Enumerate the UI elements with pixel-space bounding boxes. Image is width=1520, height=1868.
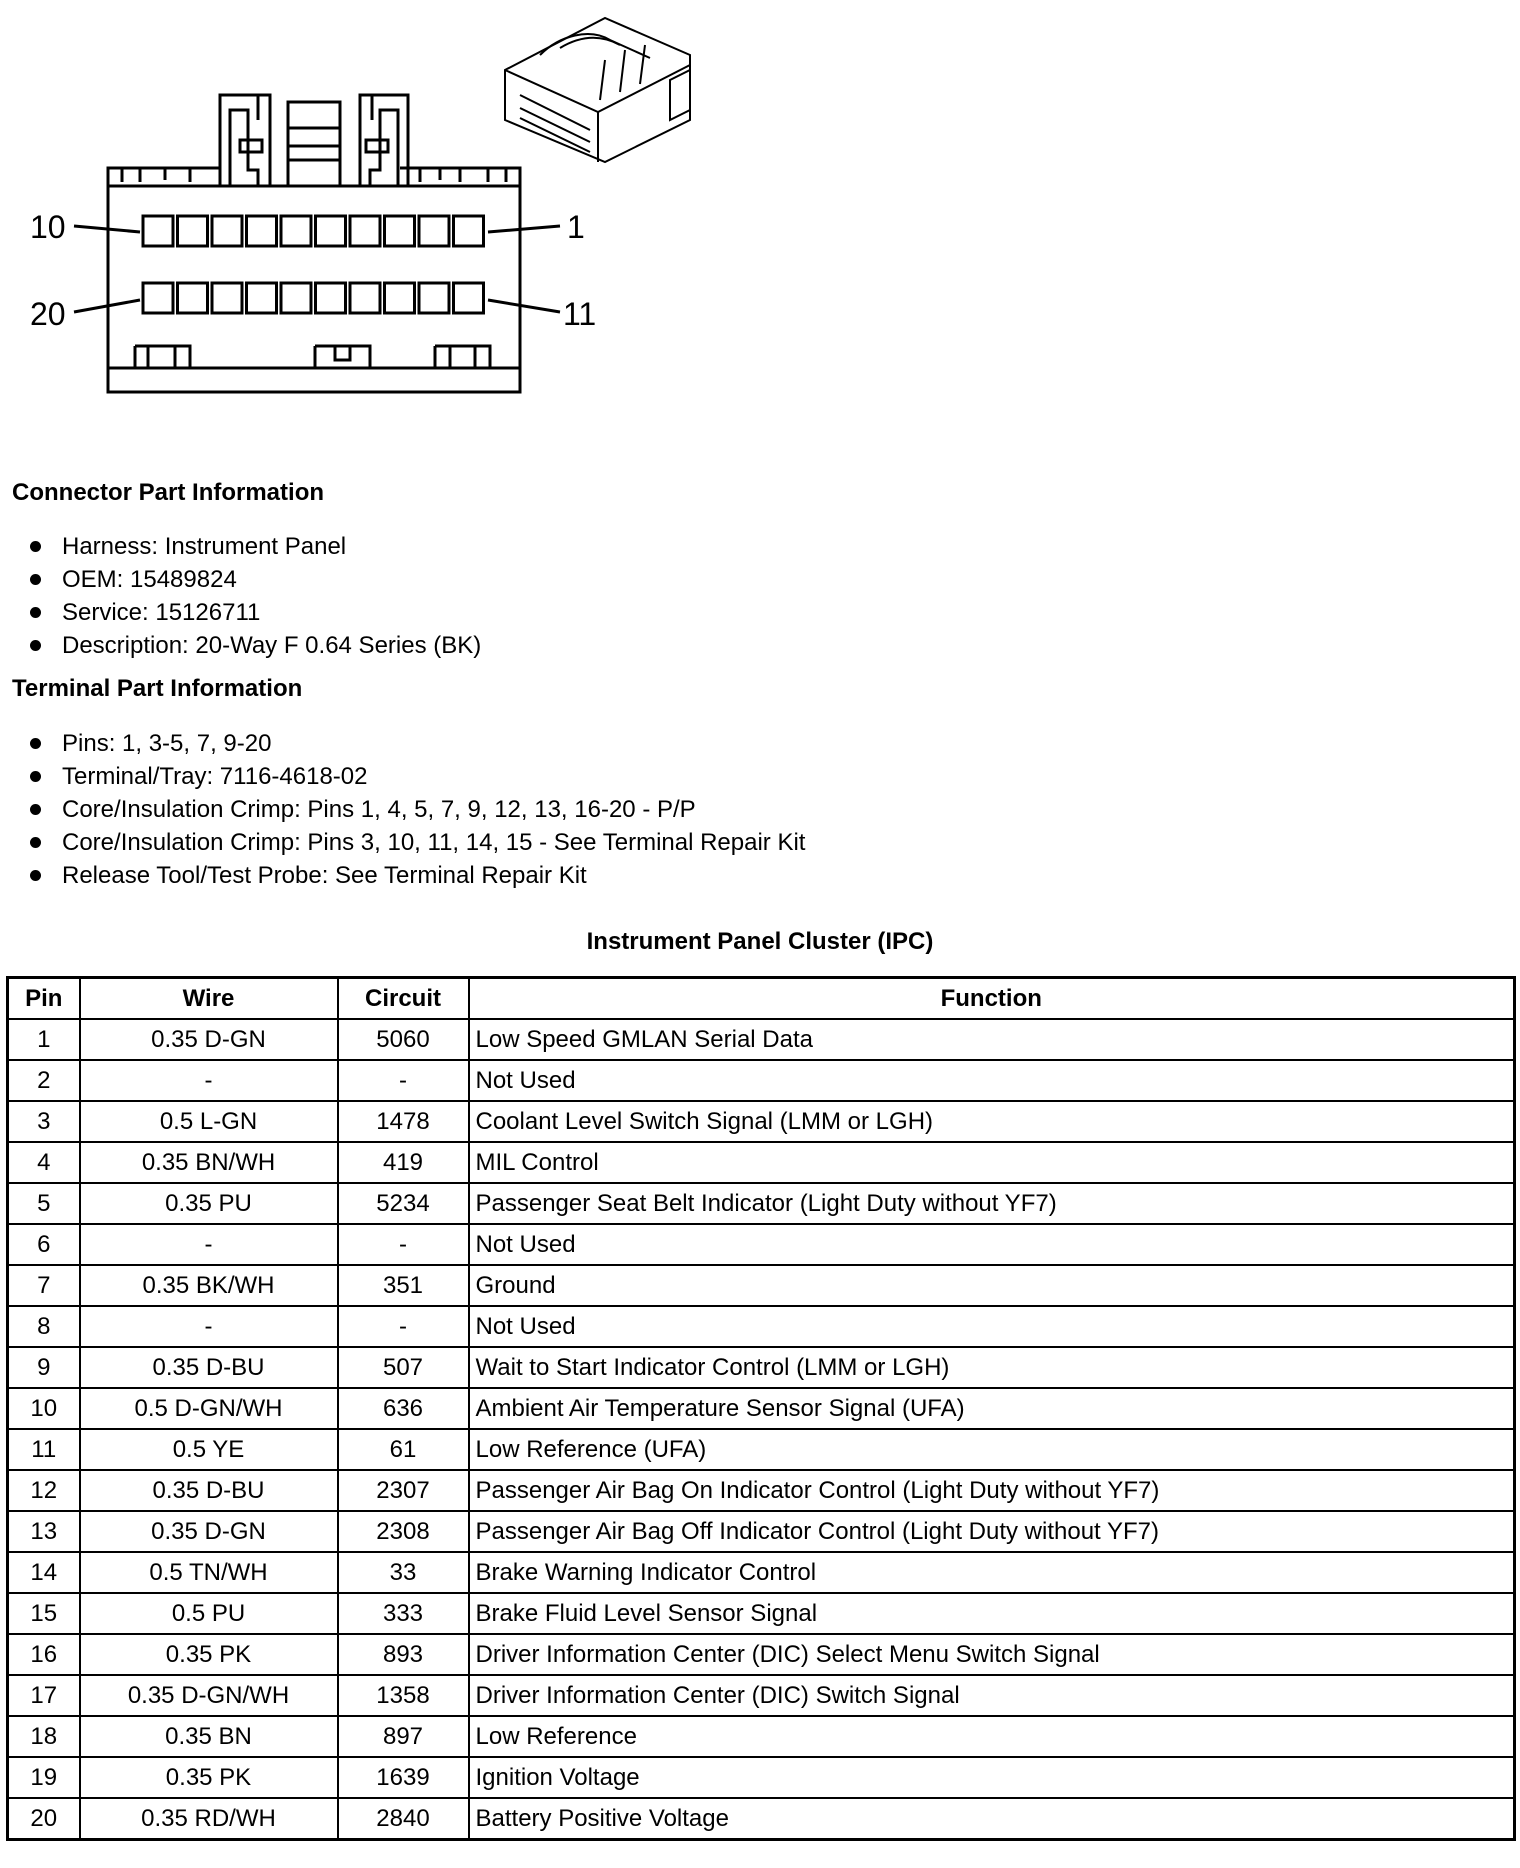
cell-wire: 0.5 L-GN [80, 1101, 338, 1142]
bullet-icon [30, 870, 41, 881]
cell-circuit: 5060 [338, 1019, 469, 1060]
cell-wire: 0.35 D-BU [80, 1470, 338, 1511]
table-row [8, 1552, 1515, 1593]
list-item: Release Tool/Test Probe: See Terminal Repair Kit [0, 859, 805, 892]
connector-top-rib-left [108, 168, 220, 186]
cell-circuit: 351 [338, 1265, 469, 1306]
cell-wire: 0.35 PK [80, 1757, 338, 1798]
pin-label-11: 11 [563, 296, 597, 332]
cell-circuit: 1478 [338, 1101, 469, 1142]
cell-function: Low Reference (UFA) [469, 1429, 1515, 1470]
cell-pin: 19 [8, 1757, 80, 1798]
table-row [8, 1060, 1515, 1101]
pin-cavity-bottom [212, 283, 242, 313]
table-row [8, 1019, 1515, 1060]
pin-cavity-top [178, 216, 208, 246]
cell-function: Brake Fluid Level Sensor Signal [469, 1593, 1515, 1634]
table-row [8, 1429, 1515, 1470]
list-item: Terminal/Tray: 7116-4618-02 [0, 760, 805, 793]
cell-wire: 0.5 D-GN/WH [80, 1388, 338, 1429]
cell-circuit: 61 [338, 1429, 469, 1470]
list-item: Description: 20-Way F 0.64 Series (BK) [0, 629, 481, 662]
cell-pin: 12 [8, 1470, 80, 1511]
cell-circuit: 636 [338, 1388, 469, 1429]
table-row [8, 1757, 1515, 1798]
pin-cavity-top [247, 216, 277, 246]
cell-circuit: 893 [338, 1634, 469, 1675]
list-item: Core/Insulation Crimp: Pins 3, 10, 11, 14, 15 - See Terminal Repair Kit [0, 826, 805, 859]
cell-circuit: 1639 [338, 1757, 469, 1798]
table-row [8, 1675, 1515, 1716]
cell-function: Not Used [469, 1060, 1515, 1101]
cell-circuit: 2840 [338, 1798, 469, 1840]
bullet-icon [30, 541, 41, 552]
table-row [8, 1798, 1515, 1840]
cell-function: Not Used [469, 1224, 1515, 1265]
cell-function: Not Used [469, 1306, 1515, 1347]
connector-face-diagram [0, 0, 720, 420]
cell-wire: - [80, 1060, 338, 1101]
connector-part-info-list [0, 530, 481, 662]
cell-function: Passenger Seat Belt Indicator (Light Duty without YF7) [469, 1183, 1515, 1224]
header-function: Function [469, 978, 1515, 1020]
pin-label-20: 20 [30, 296, 66, 332]
cell-wire: - [80, 1224, 338, 1265]
cell-function: Low Speed GMLAN Serial Data [469, 1019, 1515, 1060]
pin-cavity-top [316, 216, 346, 246]
header-pin: Pin [8, 978, 80, 1020]
cell-function: Ignition Voltage [469, 1757, 1515, 1798]
cell-function: MIL Control [469, 1142, 1515, 1183]
table-row [8, 1511, 1515, 1552]
list-item: OEM: 15489824 [0, 563, 481, 596]
cell-pin: 8 [8, 1306, 80, 1347]
cell-function: Wait to Start Indicator Control (LMM or LGH) [469, 1347, 1515, 1388]
cell-wire: 0.35 D-GN/WH [80, 1675, 338, 1716]
list-item: Harness: Instrument Panel [0, 530, 481, 563]
cell-pin: 1 [8, 1019, 80, 1060]
table-row [8, 1593, 1515, 1634]
cell-wire: 0.5 PU [80, 1593, 338, 1634]
cell-pin: 11 [8, 1429, 80, 1470]
table-row [8, 1716, 1515, 1757]
pin-cavity-bottom [247, 283, 277, 313]
cell-pin: 17 [8, 1675, 80, 1716]
cell-pin: 15 [8, 1593, 80, 1634]
cell-wire: 0.35 BN/WH [80, 1142, 338, 1183]
cell-circuit: 507 [338, 1347, 469, 1388]
cell-circuit: 2307 [338, 1470, 469, 1511]
pin-cavity-bottom [143, 283, 173, 313]
pin-cavity-top [143, 216, 173, 246]
cell-wire: 0.35 RD/WH [80, 1798, 338, 1840]
cell-wire: 0.35 D-GN [80, 1511, 338, 1552]
cell-function: Ground [469, 1265, 1515, 1306]
pin-cavity-bottom [281, 283, 311, 313]
connector-part-info-heading: Connector Part Information [12, 479, 325, 506]
cell-wire: 0.35 BN [80, 1716, 338, 1757]
table-row [8, 1101, 1515, 1142]
cell-pin: 6 [8, 1224, 80, 1265]
terminal-part-info-heading: Terminal Part Information [12, 675, 303, 702]
bullet-icon [30, 771, 41, 782]
cell-circuit: 33 [338, 1552, 469, 1593]
cell-wire: 0.5 TN/WH [80, 1552, 338, 1593]
cell-function: Coolant Level Switch Signal (LMM or LGH) [469, 1101, 1515, 1142]
cell-function: Ambient Air Temperature Sensor Signal (UFA) [469, 1388, 1515, 1429]
pin-cavity-bottom [178, 283, 208, 313]
cell-pin: 9 [8, 1347, 80, 1388]
cell-pin: 20 [8, 1798, 80, 1840]
table-title: Instrument Panel Cluster (IPC) [586, 928, 934, 955]
pin-cavity-top [350, 216, 380, 246]
cell-function: Low Reference [469, 1716, 1515, 1757]
header-circuit: Circuit [338, 978, 469, 1020]
cell-function: Brake Warning Indicator Control [469, 1552, 1515, 1593]
cell-wire: 0.35 D-BU [80, 1347, 338, 1388]
pin-label-1: 1 [567, 209, 585, 245]
table-row [8, 1306, 1515, 1347]
bullet-icon [30, 640, 41, 651]
cell-pin: 2 [8, 1060, 80, 1101]
cell-function: Battery Positive Voltage [469, 1798, 1515, 1840]
pin-cavity-bottom [385, 283, 415, 313]
pin-cavity-bottom [454, 283, 484, 313]
cell-pin: 18 [8, 1716, 80, 1757]
list-item: Pins: 1, 3-5, 7, 9-20 [0, 727, 805, 760]
cell-pin: 13 [8, 1511, 80, 1552]
table-row [8, 1265, 1515, 1306]
cell-function: Passenger Air Bag Off Indicator Control (Light Duty without YF7) [469, 1511, 1515, 1552]
table-row [8, 1224, 1515, 1265]
cell-wire: 0.35 BK/WH [80, 1265, 338, 1306]
list-item: Service: 15126711 [0, 596, 481, 629]
pin-cavity-bottom [419, 283, 449, 313]
cell-circuit: - [338, 1306, 469, 1347]
list-item: Core/Insulation Crimp: Pins 1, 4, 5, 7, 9, 12, 13, 16-20 - P/P [0, 793, 805, 826]
cell-pin: 14 [8, 1552, 80, 1593]
cell-pin: 10 [8, 1388, 80, 1429]
bullet-icon [30, 738, 41, 749]
bullet-icon [30, 837, 41, 848]
pin-cavity-top [281, 216, 311, 246]
table-header-row [8, 978, 1515, 1020]
cell-circuit: 1358 [338, 1675, 469, 1716]
table-row [8, 1634, 1515, 1675]
leader-line-1 [488, 226, 560, 232]
table-row [8, 1142, 1515, 1183]
cell-circuit: - [338, 1060, 469, 1101]
bullet-icon [30, 607, 41, 618]
cell-circuit: 419 [338, 1142, 469, 1183]
cell-wire: 0.5 YE [80, 1429, 338, 1470]
cell-pin: 4 [8, 1142, 80, 1183]
cell-wire: 0.35 PU [80, 1183, 338, 1224]
cell-circuit: 897 [338, 1716, 469, 1757]
cell-function: Driver Information Center (DIC) Switch Signal [469, 1675, 1515, 1716]
header-wire: Wire [80, 978, 338, 1020]
cell-circuit: 333 [338, 1593, 469, 1634]
cell-circuit: 2308 [338, 1511, 469, 1552]
table-row [8, 1470, 1515, 1511]
pin-label-10: 10 [30, 209, 66, 245]
table-row [8, 1388, 1515, 1429]
cell-circuit: - [338, 1224, 469, 1265]
connector-top-rib-right [400, 168, 520, 186]
cell-function: Driver Information Center (DIC) Select Menu Switch Signal [469, 1634, 1515, 1675]
bullet-icon [30, 804, 41, 815]
cell-wire: 0.35 PK [80, 1634, 338, 1675]
leader-line-11 [488, 300, 560, 312]
cell-pin: 5 [8, 1183, 80, 1224]
cell-function: Passenger Air Bag On Indicator Control (Light Duty without YF7) [469, 1470, 1515, 1511]
cell-wire: 0.35 D-GN [80, 1019, 338, 1060]
pinout-table [6, 976, 1516, 1841]
pin-cavity-bottom [350, 283, 380, 313]
pin-cavity-top [419, 216, 449, 246]
bullet-icon [30, 574, 41, 585]
cell-pin: 3 [8, 1101, 80, 1142]
pin-cavity-top [454, 216, 484, 246]
pin-cavity-bottom [316, 283, 346, 313]
pin-cavity-top [212, 216, 242, 246]
table-row [8, 1183, 1515, 1224]
cell-wire: - [80, 1306, 338, 1347]
pin-cavity-top [385, 216, 415, 246]
cell-pin: 16 [8, 1634, 80, 1675]
terminal-part-info-list [0, 727, 805, 892]
cell-circuit: 5234 [338, 1183, 469, 1224]
table-row [8, 1347, 1515, 1388]
connector-iso-view [505, 18, 690, 162]
cell-pin: 7 [8, 1265, 80, 1306]
